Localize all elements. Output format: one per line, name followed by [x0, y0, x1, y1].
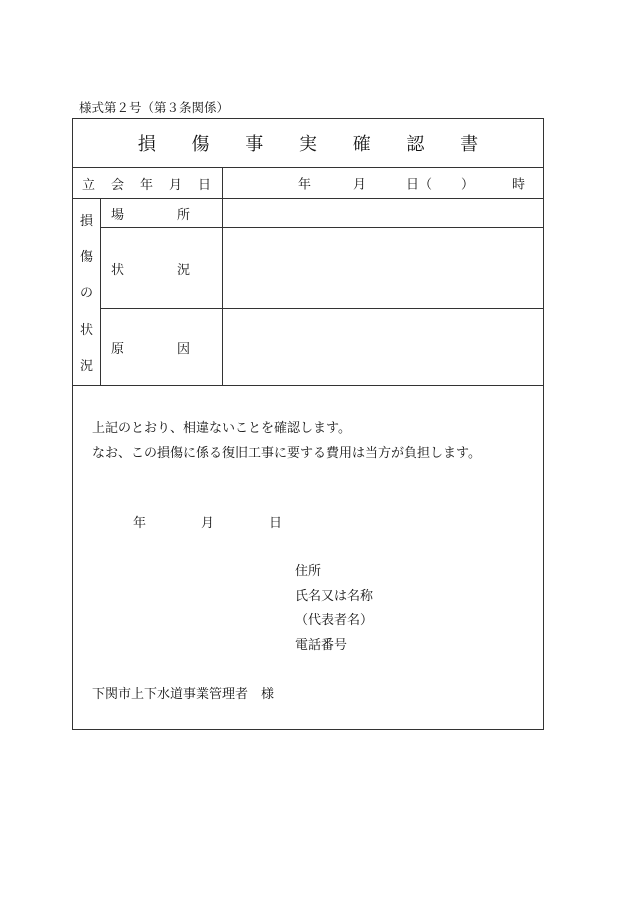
statement-line-2: なお、この損傷に係る復旧工事に要する費用は当方が負担します。 [92, 446, 481, 461]
label-char: 年 [139, 177, 153, 193]
cause-row[interactable] [101, 309, 543, 385]
form-title: 損 傷 事 実 確 認 書 [73, 119, 543, 168]
applicant-block [295, 560, 373, 658]
label-char: 因 [176, 341, 190, 357]
year-unit: 年 [298, 177, 312, 193]
label-char: 所 [176, 207, 190, 223]
damage-status-block [73, 199, 543, 386]
address-label: 住所 [295, 564, 322, 579]
sign-month-unit: 月 [201, 516, 215, 531]
vertical-char: 状 [79, 322, 93, 338]
phone-label: 電話番号 [295, 637, 348, 653]
condition-label [101, 228, 223, 308]
addressee: 下関市上下水道事業管理者 様 [92, 687, 275, 702]
label-char: 立 [82, 177, 96, 193]
damage-status-label [73, 199, 101, 385]
label-char: 状 [111, 262, 125, 278]
confirmation-statement [92, 416, 481, 466]
label-char: 会 [110, 177, 124, 193]
label-char: 月 [168, 177, 182, 193]
sign-year-unit: 年 [133, 516, 147, 531]
vertical-char: 傷 [79, 250, 93, 266]
form-number: 様式第２号（第３条関係） [79, 100, 230, 115]
witness-date-row [73, 168, 543, 199]
witness-date-label [73, 168, 223, 198]
vertical-char: 況 [79, 359, 93, 375]
vertical-char: の [79, 286, 93, 302]
hour-unit: 時 [512, 177, 526, 193]
statement-line-1: 上記のとおり、相違ないことを確認します。 [92, 421, 351, 436]
sign-day-unit: 日 [269, 516, 283, 531]
label-char: 原 [111, 341, 125, 357]
witness-date-value[interactable] [223, 168, 543, 198]
label-char: 日 [197, 177, 211, 193]
representative-label: （代表者名） [295, 613, 374, 628]
label-char: 場 [111, 207, 125, 223]
place-label [101, 199, 223, 227]
place-row[interactable] [101, 199, 543, 228]
day-unit: 日（ [406, 177, 433, 193]
vertical-char: 損 [79, 213, 93, 229]
month-unit: 月 [353, 177, 367, 193]
weekday-close-paren: ） [461, 177, 475, 193]
name-label: 氏名又は名称 [295, 588, 374, 604]
cause-label [101, 309, 223, 385]
label-char: 況 [176, 262, 190, 278]
condition-row[interactable] [101, 228, 543, 309]
